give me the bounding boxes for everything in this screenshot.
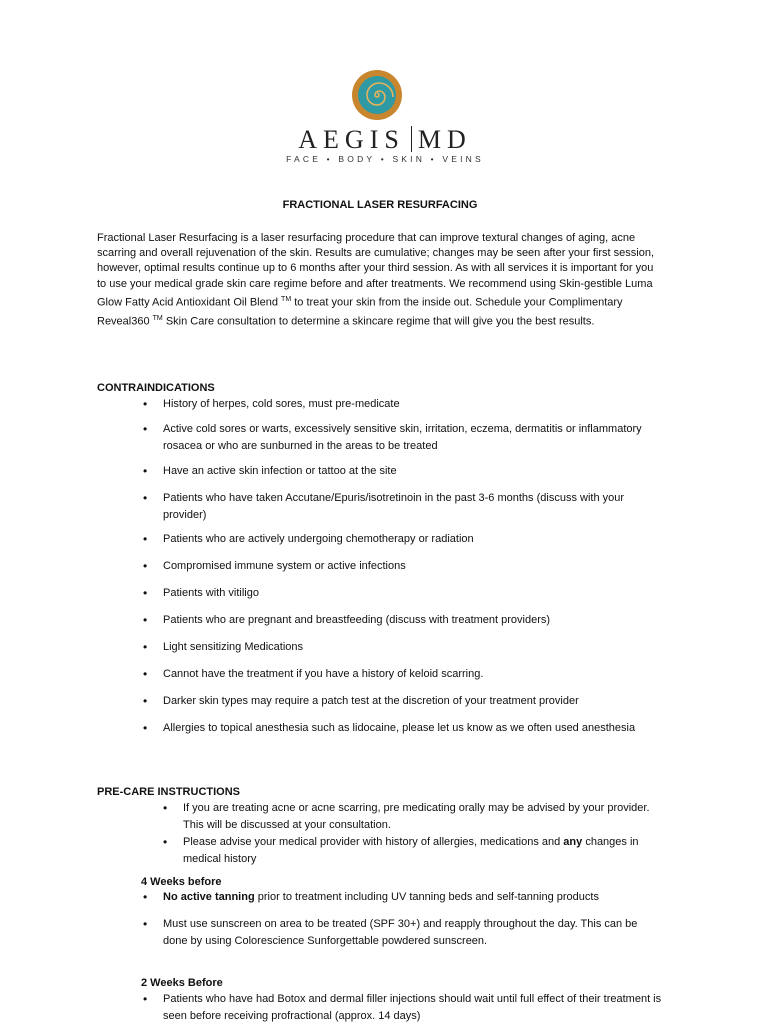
list-item: • Patients who have taken Accutane/Epuris/isotretinoin in the past 3-6 months (discuss with your provider) [143,490,663,524]
contraindications-heading: CONTRAINDICATIONS [97,382,215,394]
list-item: • Must use sunscreen on area to be treated (SPF 30+) and reapply throughout the day. This can be done by using Colorescience Sunforgettable powdered sunscreen. [143,916,663,950]
precare-item2-bold: any [563,836,583,848]
four-weeks-list [143,889,663,960]
list-item: • Patients with vitiligo [143,585,663,602]
list-item: • If you are treating acne or acne scarring, pre medicating orally may be advised by your provider. This will be discussed at your consultation. [163,800,663,834]
no-tanning-bold: No active tanning [163,891,255,903]
intro-paragraph [97,231,662,330]
precare-list [163,800,663,868]
list-item [163,834,663,868]
trademark-1: TM [281,295,292,303]
list-item: • Light sensitizing Medications [143,639,663,656]
list-item: • Have an active skin infection or tattoo at the site [143,463,663,480]
precare-heading: PRE-CARE INSTRUCTIONS [97,786,241,798]
spiral-logo-icon [351,69,403,121]
list-item: • Patients who are actively undergoing chemotherapy or radiation [143,531,663,548]
precare-item2-text-a: Please advise your medical provider with history of allergies, medications and [183,836,564,848]
brand-divider [411,126,412,152]
precare-item2-text-b: changes in medical history [183,836,639,865]
intro-text-1: Fractional Laser Resurfacing is a laser resurfacing procedure that can improve textural changes of aging, acne scarring and overall rejuvenation of the skin. Results are cumulative; changes may be seen after your first session, however, optimal results continue up to 6 months after your third session. As with all services it is important for you to use your medical grade skin care regime before and after treatments. We recommend using Skin-gestible Luma Glow Fatty Acid Antioxidant Oil Blend [97,232,654,309]
brand-tagline: FACE • BODY • SKIN • VEINS [286,154,484,164]
list-item: • Compromised immune system or active infections [143,558,663,575]
trademark-2: TM [152,314,163,322]
no-tanning-rest: prior to treatment including UV tanning beds and self-tanning products [254,891,599,903]
brand-right: MD [417,125,472,154]
contraindications-list [143,396,663,747]
list-item: • Darker skin types may require a patch test at the discretion of your treatment provider [143,693,663,710]
brand-wordmark [0,125,770,155]
list-item [143,889,663,906]
page-title: FRACTIONAL LASER RESURFACING [282,199,478,211]
list-item: • Patients who have had Botox and dermal filler injections should wait until full effect of their treatment is seen before receiving profractional (approx. 14 days) [143,991,663,1025]
two-weeks-list [143,991,663,1025]
list-item: • Allergies to topical anesthesia such as lidocaine, please let us know as we often used anesthesia [143,720,663,737]
two-weeks-heading: 2 Weeks Before [141,977,223,989]
brand-left: AEGIS [298,125,405,154]
list-item: • Active cold sores or warts, excessively sensitive skin, irritation, eczema, dermatitis or inflammatory rosacea or who are sunburned in the areas to be treated [143,421,663,455]
intro-text-3: Skin Care consultation to determine a skincare regime that will give you the best results. [162,315,595,328]
list-item: • Cannot have the treatment if you have a history of keloid scarring. [143,666,663,683]
four-weeks-heading: 4 Weeks before [141,876,222,888]
intro-text-2: to treat your skin from the inside out. Schedule your Complimentary Reveal360 [97,296,623,328]
list-item: • Patients who are pregnant and breastfeeding (discuss with treatment providers) [143,612,663,629]
list-item: • History of herpes, cold sores, must pre-medicate [143,396,663,413]
